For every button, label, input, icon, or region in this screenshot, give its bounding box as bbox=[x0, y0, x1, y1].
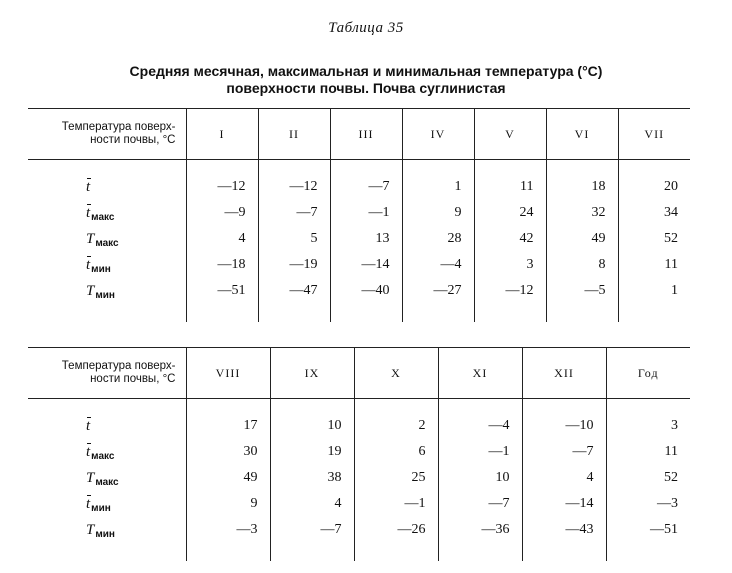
table-cell: 10 bbox=[438, 465, 522, 491]
table-cell: 42 bbox=[474, 226, 546, 252]
table-cell: —14 bbox=[522, 491, 606, 517]
table-cell: 38 bbox=[270, 465, 354, 491]
table-cell: —7 bbox=[522, 439, 606, 465]
table-cell: —3 bbox=[606, 491, 690, 517]
row-symbol: t bbox=[86, 204, 91, 221]
row-symbol: t bbox=[86, 443, 91, 460]
table-cell: 4 bbox=[186, 226, 258, 252]
row-label bbox=[28, 413, 186, 439]
stub-header-line-1: Температура поверх- bbox=[61, 121, 176, 133]
table-cell: 11 bbox=[474, 174, 546, 200]
row-subscript: мин bbox=[95, 289, 115, 301]
table-cell: —14 bbox=[330, 252, 402, 278]
table-cell: —12 bbox=[186, 174, 258, 200]
table-cell: —51 bbox=[186, 278, 258, 304]
stub-header bbox=[28, 109, 186, 160]
table-cell: 52 bbox=[606, 465, 690, 491]
row-symbol: T bbox=[86, 521, 95, 538]
table-cell: 49 bbox=[546, 226, 618, 252]
table-cell: —51 bbox=[606, 517, 690, 543]
table-cell: —18 bbox=[186, 252, 258, 278]
column-header: Год bbox=[606, 348, 690, 399]
table-cell: 11 bbox=[618, 252, 690, 278]
table-cell: —3 bbox=[186, 517, 270, 543]
table-cell: 18 bbox=[546, 174, 618, 200]
column-header: XII bbox=[522, 348, 606, 399]
table-cell: —36 bbox=[438, 517, 522, 543]
row-subscript: макс bbox=[91, 450, 115, 462]
table-cell: —27 bbox=[402, 278, 474, 304]
table-cell: 20 bbox=[618, 174, 690, 200]
table-cell: 2 bbox=[354, 413, 438, 439]
table-cell: 3 bbox=[474, 252, 546, 278]
row-symbol: t bbox=[86, 495, 91, 512]
table-cell: 34 bbox=[618, 200, 690, 226]
table-cell: 6 bbox=[354, 439, 438, 465]
table-cell: 11 bbox=[606, 439, 690, 465]
table-row bbox=[28, 252, 690, 278]
row-label bbox=[28, 226, 186, 252]
column-header: IV bbox=[402, 109, 474, 160]
row-label bbox=[28, 174, 186, 200]
stub-header-line-1: Температура поверх- bbox=[61, 360, 176, 372]
column-header: X bbox=[354, 348, 438, 399]
table-cell: 8 bbox=[546, 252, 618, 278]
table-cell: —7 bbox=[270, 517, 354, 543]
table-row bbox=[28, 174, 690, 200]
row-symbol: T bbox=[86, 469, 95, 486]
row-label bbox=[28, 278, 186, 304]
temperature-table-months-1-7 bbox=[28, 108, 690, 322]
table-row bbox=[28, 491, 690, 517]
row-label bbox=[28, 252, 186, 278]
row-subscript: макс bbox=[95, 237, 119, 249]
row-symbol: T bbox=[86, 282, 95, 299]
row-subscript: мин bbox=[91, 263, 111, 275]
table-cell: —26 bbox=[354, 517, 438, 543]
table-cell: —12 bbox=[474, 278, 546, 304]
temperature-table-months-8-12-year bbox=[28, 347, 690, 561]
table-cell: 32 bbox=[546, 200, 618, 226]
table-cell: —7 bbox=[258, 200, 330, 226]
column-header: VII bbox=[618, 109, 690, 160]
table-cell: 5 bbox=[258, 226, 330, 252]
table-row bbox=[28, 439, 690, 465]
row-symbol: t bbox=[86, 256, 91, 273]
stub-header-line-2: ности почвы, °С bbox=[90, 134, 176, 146]
table-cell: 13 bbox=[330, 226, 402, 252]
table-cell: 1 bbox=[618, 278, 690, 304]
row-label bbox=[28, 439, 186, 465]
table-cell: 1 bbox=[402, 174, 474, 200]
column-header: III bbox=[330, 109, 402, 160]
table-cell: —1 bbox=[354, 491, 438, 517]
table-cell: 4 bbox=[270, 491, 354, 517]
row-subscript: мин bbox=[95, 528, 115, 540]
table-caption: Таблица 35 bbox=[328, 20, 404, 36]
row-subscript: мин bbox=[91, 502, 111, 514]
column-header: VIII bbox=[186, 348, 270, 399]
table-cell: 19 bbox=[270, 439, 354, 465]
table-cell: —19 bbox=[258, 252, 330, 278]
row-subscript: макс bbox=[95, 476, 119, 488]
column-header: VI bbox=[546, 109, 618, 160]
row-label bbox=[28, 517, 186, 543]
column-header: XI bbox=[438, 348, 522, 399]
table-cell: 9 bbox=[402, 200, 474, 226]
column-header: IX bbox=[270, 348, 354, 399]
table-cell: 4 bbox=[522, 465, 606, 491]
table-row bbox=[28, 200, 690, 226]
table-cell: 9 bbox=[186, 491, 270, 517]
title-line-2: поверхности почвы. Почва суглинистая bbox=[226, 80, 506, 96]
table-cell: 17 bbox=[186, 413, 270, 439]
title-line-1: Средняя месячная, максимальная и минимальная температура (°С) bbox=[129, 63, 603, 79]
table-row bbox=[28, 517, 690, 543]
table-cell: 52 bbox=[618, 226, 690, 252]
table-cell: 49 bbox=[186, 465, 270, 491]
table-cell: 28 bbox=[402, 226, 474, 252]
table-cell: 25 bbox=[354, 465, 438, 491]
table-cell: 10 bbox=[270, 413, 354, 439]
table-cell: —7 bbox=[438, 491, 522, 517]
table-cell: 24 bbox=[474, 200, 546, 226]
table-row bbox=[28, 413, 690, 439]
row-subscript: макс bbox=[91, 211, 115, 223]
table-cell: —12 bbox=[258, 174, 330, 200]
table-cell: —1 bbox=[330, 200, 402, 226]
row-label bbox=[28, 465, 186, 491]
table-title bbox=[40, 63, 692, 97]
table-cell: —10 bbox=[522, 413, 606, 439]
stub-header bbox=[28, 348, 186, 399]
stub-header-line-2: ности почвы, °С bbox=[90, 373, 176, 385]
column-header: V bbox=[474, 109, 546, 160]
table-cell: —7 bbox=[330, 174, 402, 200]
row-label bbox=[28, 491, 186, 517]
column-header: II bbox=[258, 109, 330, 160]
table-row bbox=[28, 278, 690, 304]
row-symbol: T bbox=[86, 230, 95, 247]
table-cell: —1 bbox=[438, 439, 522, 465]
row-symbol: t bbox=[86, 178, 91, 195]
table-cell: —40 bbox=[330, 278, 402, 304]
table-cell: —4 bbox=[438, 413, 522, 439]
table-row bbox=[28, 226, 690, 252]
row-symbol: t bbox=[86, 417, 91, 434]
table-cell: 3 bbox=[606, 413, 690, 439]
table-cell: —43 bbox=[522, 517, 606, 543]
table-cell: —4 bbox=[402, 252, 474, 278]
table-cell: —47 bbox=[258, 278, 330, 304]
row-label bbox=[28, 200, 186, 226]
column-header: I bbox=[186, 109, 258, 160]
table-cell: —5 bbox=[546, 278, 618, 304]
table-cell: 30 bbox=[186, 439, 270, 465]
table-row bbox=[28, 465, 690, 491]
table-cell: —9 bbox=[186, 200, 258, 226]
